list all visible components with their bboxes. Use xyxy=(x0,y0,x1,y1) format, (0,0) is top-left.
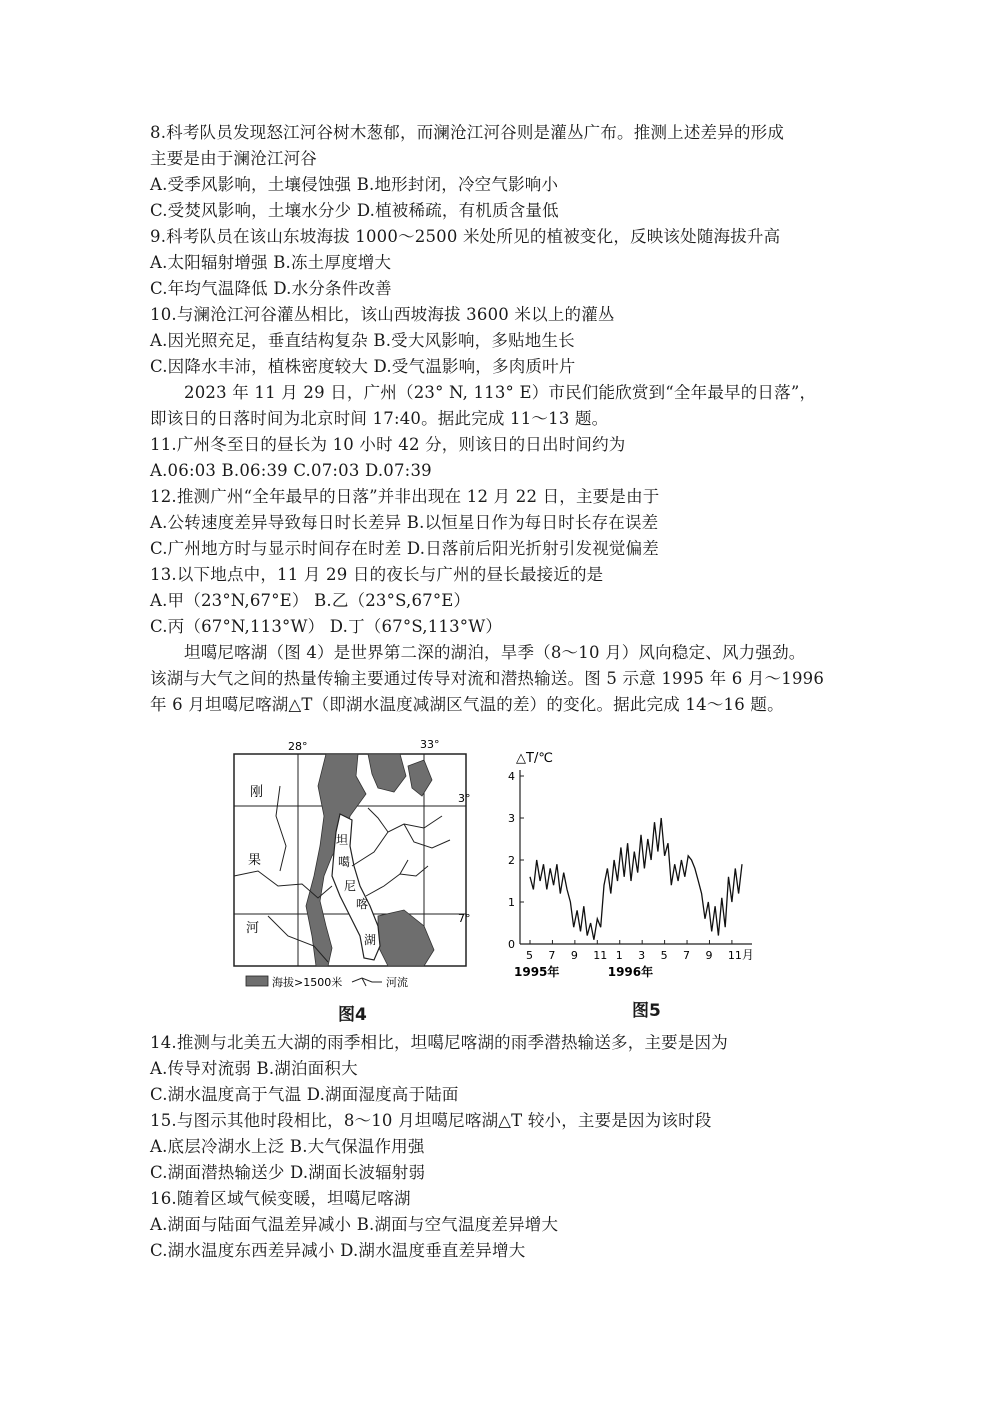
y-tick-label-0: 0 xyxy=(508,938,515,951)
x-tick-label-0: 5 xyxy=(526,949,533,962)
legend-river-swatch xyxy=(352,978,382,982)
passage-guangzhou-line1: 2023 年 11 月 29 日，广州（23° N, 113° E）市民们能欣赏到“全年最早的日落”， xyxy=(184,383,817,402)
q14-stem: 14.推测与北美五大湖的雨季相比，坦噶尼喀湖的雨季潜热输送多，主要是因为 xyxy=(150,1033,728,1052)
legend-highland-label: 海拔>1500米 xyxy=(272,976,343,989)
label-guo: 果 xyxy=(248,853,262,868)
y-tick-label-4: 4 xyxy=(508,770,515,783)
q13-options-ab: A.甲（23°N,67°E） B.乙（23°S,67°E） xyxy=(150,591,471,610)
label-he: 河 xyxy=(246,921,260,936)
q12-options-cd: C.广州地方时与显示时间存在时差 D.日落前后阳光折射引发视觉偏差 xyxy=(150,539,660,558)
label-ka: 喀 xyxy=(356,897,369,911)
highland-south xyxy=(378,910,434,966)
figure-4-caption: 图4 xyxy=(338,1005,367,1025)
x-tick-label-8: 9 xyxy=(705,949,713,962)
lat-label-7: 7° xyxy=(458,912,471,925)
q15-options-cd: C.湖面潜热输送少 D.湖面长波辐射弱 xyxy=(150,1163,426,1182)
q9-options-ab: A.太阳辐射增强 B.冻土厚度增大 xyxy=(150,253,392,272)
q11-stem: 11.广州冬至日的昼长为 10 小时 42 分，则该日的日出时间约为 xyxy=(150,435,626,454)
figure-5-caption: 图5 xyxy=(632,1001,661,1021)
q13-stem: 13.以下地点中，11 月 29 日的夜长与广州的昼长最接近的是 xyxy=(150,565,604,584)
q8-options-cd: C.受焚风影响，土壤水分少 D.植被稀疏，有机质含量低 xyxy=(150,201,559,220)
legend-river-label: 河流 xyxy=(386,976,408,989)
q16-options-ab: A.湖面与陆面气温差异减小 B.湖面与空气温度差异增大 xyxy=(150,1215,559,1234)
x-tick-label-3: 11 xyxy=(593,949,608,962)
y-tick-label-3: 3 xyxy=(508,812,515,825)
highland-ne xyxy=(408,760,432,796)
q10-options-ab: A.因光照充足，垂直结构复杂 B.受大风影响，多贴地生长 xyxy=(150,331,575,350)
river-east-3 xyxy=(404,824,450,848)
passage-tanganyika-line3: 年 6 月坦噶尼喀湖△T（即湖水温度减湖区气温的差）的变化。据此完成 14～16 题。 xyxy=(150,695,784,714)
x-tick-label-4: 1 xyxy=(615,949,623,962)
map-svg xyxy=(228,736,478,996)
q14-options-cd: C.湖水温度高于气温 D.湖面湿度高于陆面 xyxy=(150,1085,459,1104)
river-west-1 xyxy=(276,786,286,871)
q9-stem: 9.科考队员在该山东坡海拔 1000～2500 米处所见的植被变化，反映该处随海拔升高 xyxy=(150,227,781,246)
river-east-4 xyxy=(366,866,428,896)
x-tick-label-1: 7 xyxy=(548,949,556,962)
x-tick-label-6: 5 xyxy=(660,949,668,962)
x-tick-label-2: 9 xyxy=(570,949,578,962)
q9-options-cd: C.年均气温降低 D.水分条件改善 xyxy=(150,279,392,298)
label-hu: 湖 xyxy=(364,933,377,947)
figure-4-map xyxy=(228,736,478,996)
lat-label-3: 3° xyxy=(458,792,471,805)
x-tick-label-9: 11 xyxy=(727,949,742,962)
q8-stem-line1: 8.科考队员发现怒江河谷树木葱郁，而澜沧江河谷则是灌丛广布。推测上述差异的形成 xyxy=(150,123,785,142)
chart-x-unit: 月 xyxy=(741,948,754,962)
lon-label-28: 28° xyxy=(288,740,308,753)
passage-guangzhou-line2: 即该日的日落时间为北京时间 17:40。据此完成 11～13 题。 xyxy=(150,409,609,428)
passage-tanganyika-line2: 该湖与大气之间的热量传输主要通过传导对流和潜热输送。图 5 示意 1995 年 6 月～1996 xyxy=(150,669,825,688)
q16-options-cd: C.湖水温度东西差异减小 D.湖水温度垂直差异增大 xyxy=(150,1241,526,1260)
figure-5-chart xyxy=(490,744,790,984)
label-ga: 噶 xyxy=(338,855,351,869)
q16-stem: 16.随着区域气候变暖，坦噶尼喀湖 xyxy=(150,1189,411,1208)
q12-options-ab: A.公转速度差异导致每日时长差异 B.以恒星日作为每日时长存在误差 xyxy=(150,513,659,532)
chart-ylabel: △T/℃ xyxy=(516,751,553,766)
label-ni: 尼 xyxy=(344,879,357,893)
q8-stem-line2: 主要是由于澜沧江河谷 xyxy=(150,149,317,168)
chart-svg xyxy=(490,744,790,984)
q11-options: A.06:03 B.06:39 C.07:03 D.07:39 xyxy=(150,461,432,480)
q13-options-cd: C.丙（67°N,113°W） D.丁（67°S,113°W） xyxy=(150,617,503,636)
chart-year-1996: 1996年 xyxy=(607,965,654,979)
y-tick-label-1: 1 xyxy=(508,896,515,909)
y-tick-label-2: 2 xyxy=(508,854,515,867)
river-east-5 xyxy=(400,860,408,874)
x-tick-label-5: 3 xyxy=(638,949,646,962)
q14-options-ab: A.传导对流弱 B.湖泊面积大 xyxy=(150,1059,358,1078)
q15-options-ab: A.底层冷湖水上泛 B.大气保温作用强 xyxy=(150,1137,425,1156)
legend-highland-swatch xyxy=(246,976,268,986)
lon-label-33: 33° xyxy=(420,738,440,751)
river-east-2 xyxy=(368,808,388,832)
q8-options-ab: A.受季风影响，土壤侵蚀强 B.地形封闭，冷空气影响小 xyxy=(150,175,559,194)
label-gang: 刚 xyxy=(250,785,264,800)
q10-stem: 10.与澜沧江河谷灌丛相比，该山西坡海拔 3600 米以上的灌丛 xyxy=(150,305,615,324)
label-tan: 坦 xyxy=(336,833,349,847)
chart-series-line xyxy=(530,818,742,940)
highland-north xyxy=(368,754,406,792)
q10-options-cd: C.因降水丰沛，植株密度较大 D.受气温影响，多肉质叶片 xyxy=(150,357,576,376)
river-east-1 xyxy=(352,816,442,866)
chart-year-1995: 1995年 xyxy=(514,965,560,979)
q15-stem: 15.与图示其他时段相比，8～10 月坦噶尼喀湖△T 较小，主要是因为该时段 xyxy=(150,1111,712,1130)
passage-tanganyika-line1: 坦噶尼喀湖（图 4）是世界第二深的湖泊，旱季（8～10 月）风向稳定、风力强劲。 xyxy=(184,643,806,662)
x-tick-label-7: 7 xyxy=(683,949,691,962)
q12-stem: 12.推测广州“全年最早的日落”并非出现在 12 月 22 日，主要是由于 xyxy=(150,487,660,506)
